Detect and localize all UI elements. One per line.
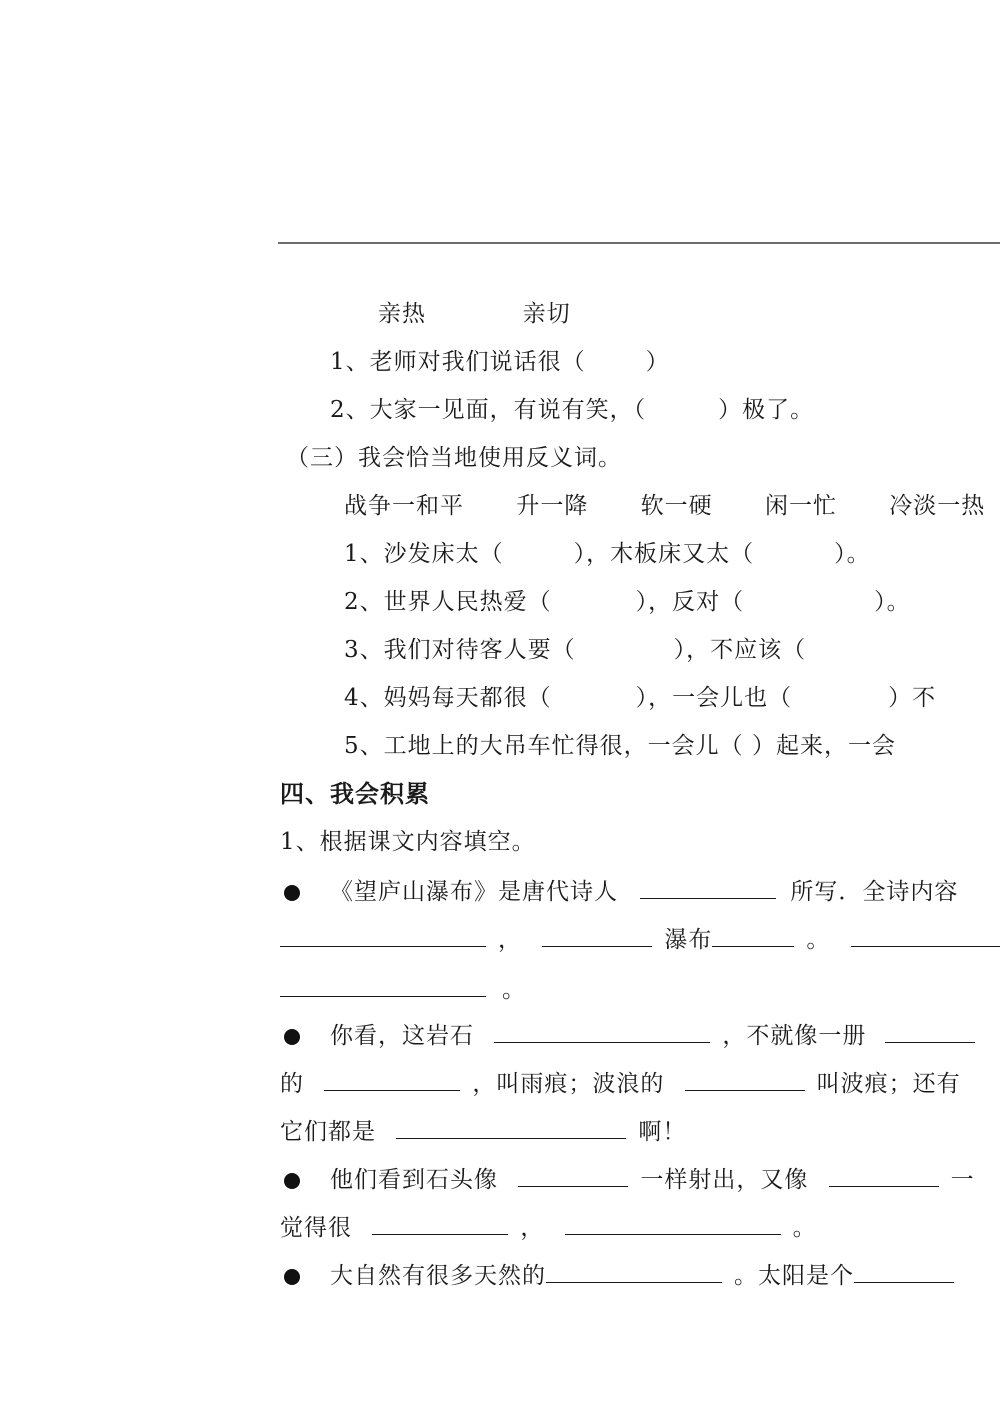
answer-blank[interactable] [885,1020,975,1043]
answer-blank[interactable] [565,1212,781,1235]
question-c4: 4、妈妈每天都很（ ），一会儿也（ ）不 [344,685,937,711]
antonym-pair: 闲一忙 [764,493,837,519]
fill-item-3-line2: 觉得很 ， 。 [280,1212,817,1242]
question-1-title: 1、根据课文内容填空。 [280,829,536,855]
answer-blank[interactable] [685,1068,805,1091]
header-rule [278,242,1000,244]
bullet-icon [284,1269,300,1285]
answer-blank[interactable] [372,1212,508,1235]
question-c3: 3、我们对待客人要（ ），不应该（ [344,637,807,663]
bullet-icon [284,885,300,901]
antonym-pair: 冷淡一热 [889,493,986,519]
answer-blank[interactable] [712,924,794,947]
word-choices [378,300,571,328]
antonym-list [344,492,985,520]
question-c1: 1、沙发床太（ ），木板床又太（ ）。 [344,541,871,567]
fill-item-2: 你看，这岩石 ，不就像一册 [284,1020,975,1050]
word-choice: 亲切 [522,301,571,327]
word-choice: 亲热 [378,301,426,327]
answer-blank[interactable] [518,1164,628,1187]
fill-item-4: 大自然有很多天然的 。太阳是个 [284,1260,954,1290]
antonym-pair: 软一硬 [640,493,713,519]
fill-item-1: 《望庐山瀑布》是唐代诗人 所写．全诗内容 [284,876,958,906]
fill-item-1-line3: 。 [280,974,526,1004]
question-c2: 2、世界人民热爱（ ），反对（ ）。 [344,589,911,615]
answer-blank[interactable] [640,876,776,899]
question-c5: 5、工地上的大吊车忙得很，一会儿（ ）起来，一会 [344,733,896,759]
section-4-title: 四、我会积累 [280,780,430,808]
answer-blank[interactable] [829,1164,939,1187]
fill-item-2-line2: 的 ，叫雨痕；波浪的 叫波痕；还有 [280,1068,961,1098]
bullet-icon [284,1029,300,1045]
answer-blank[interactable] [546,1260,722,1283]
answer-blank[interactable] [542,924,652,947]
answer-blank[interactable] [396,1116,626,1139]
answer-blank[interactable] [280,974,486,997]
answer-blank[interactable] [494,1020,710,1043]
answer-blank[interactable] [324,1068,460,1091]
antonym-pair: 升一降 [516,493,589,519]
answer-blank[interactable] [854,1260,954,1283]
question-b1: 1、老师对我们说话很（ ） [330,349,670,375]
answer-blank[interactable] [851,924,1000,947]
answer-blank[interactable] [280,924,486,947]
fill-item-1-line2: ， 瀑布 。 [280,924,1000,954]
fill-item-3: 他们看到石头像 一样射出，又像 一 [284,1164,975,1194]
fill-item-2-line3: 它们都是 啊！ [280,1116,686,1146]
antonym-pair: 战争一和平 [344,493,464,519]
question-b2: 2、大家一见面，有说有笑，（ ）极了。 [330,397,815,423]
bullet-icon [284,1173,300,1189]
section-3-title: （三）我会恰当地使用反义词。 [286,445,622,471]
